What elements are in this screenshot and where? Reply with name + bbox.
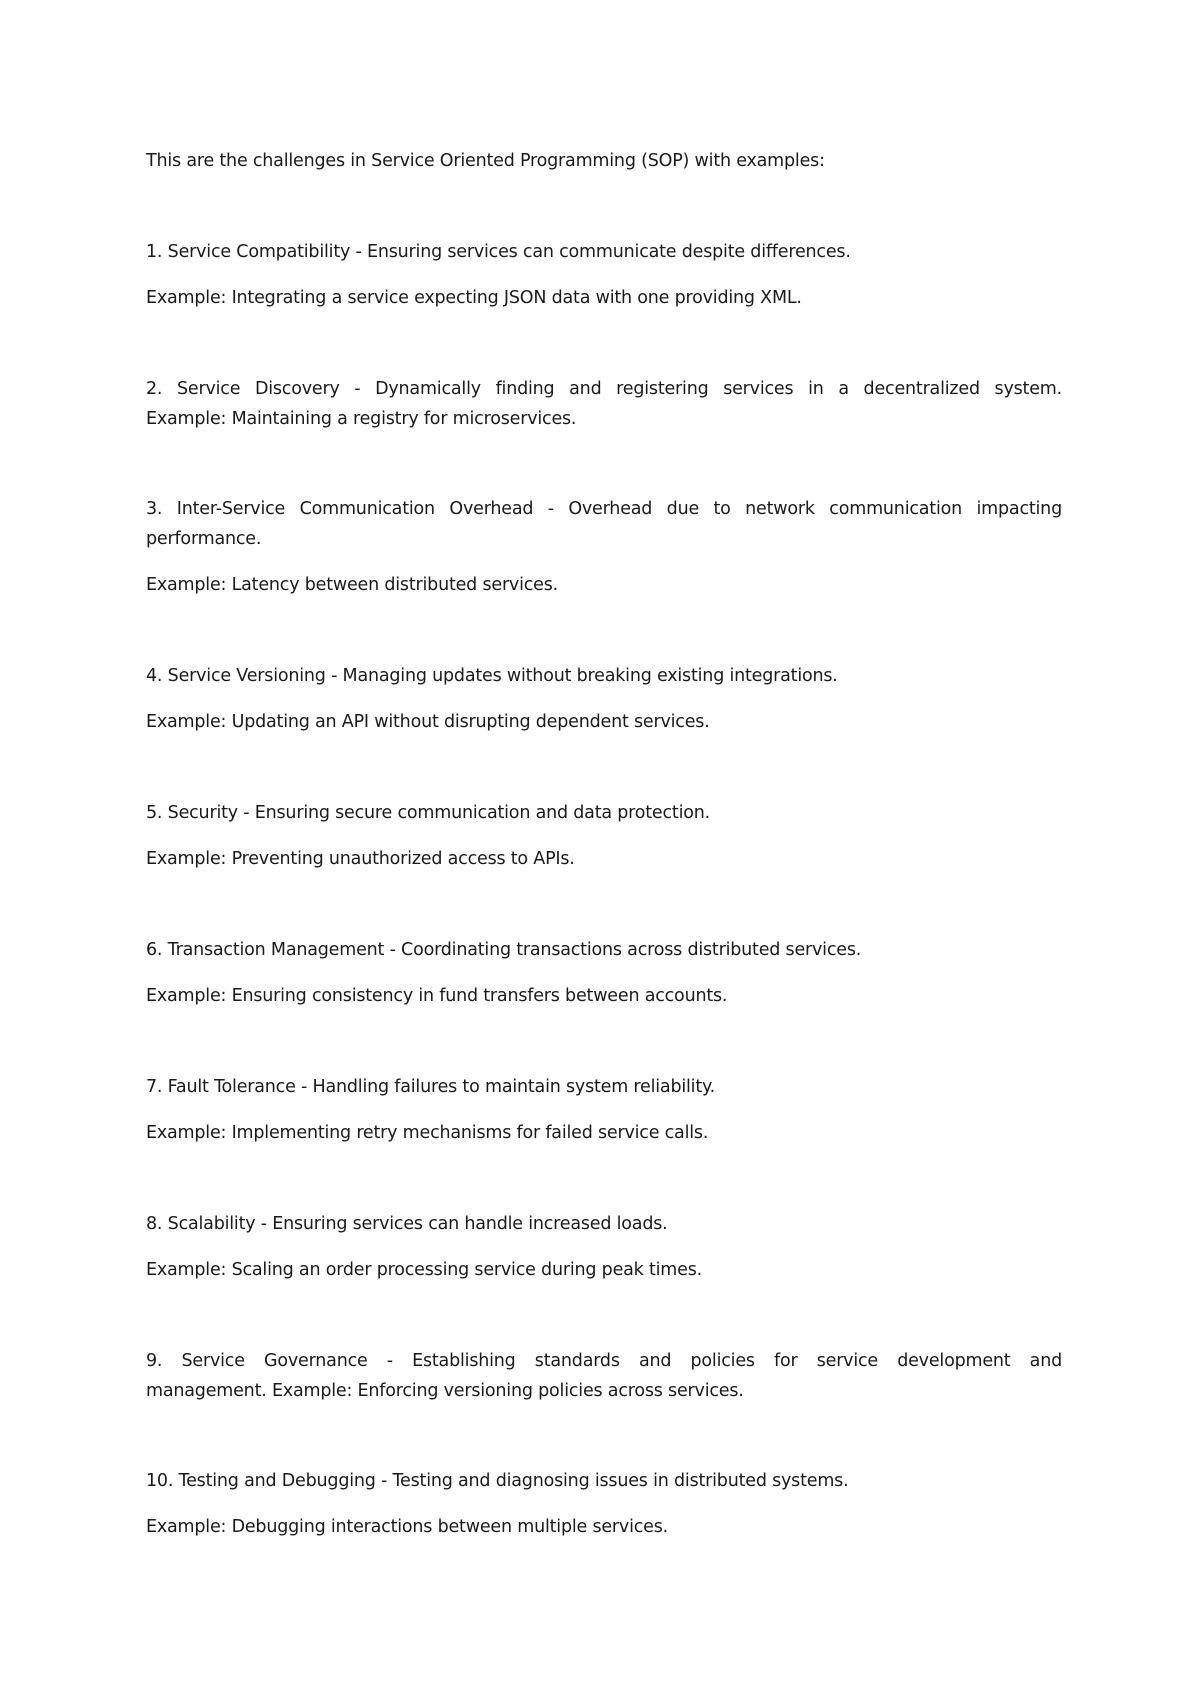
challenge-item-7 — [146, 1072, 1062, 1102]
challenge-item-6 — [146, 935, 1062, 965]
challenge-item-2 — [146, 374, 1062, 434]
challenge-example: Example: Maintaining a registry for microservices. — [146, 409, 577, 429]
challenge-heading: 3. Inter-Service Communication Overhead - Overhead due to network communication impacting — [146, 499, 1062, 519]
challenge-example: Example: Scaling an order processing service during peak times. — [146, 1260, 702, 1280]
challenge-example-3 — [146, 570, 1062, 600]
challenge-heading-continued: management. Example: Enforcing versioning policies across services. — [146, 1381, 744, 1401]
challenge-example-10 — [146, 1512, 1062, 1542]
challenge-heading: 6. Transaction Management - Coordinating transactions across distributed services. — [146, 940, 862, 960]
challenge-example: Example: Latency between distributed services. — [146, 575, 559, 595]
challenge-example-5 — [146, 844, 1062, 874]
challenge-example: Example: Integrating a service expecting JSON data with one providing XML. — [146, 288, 802, 308]
challenge-example-6 — [146, 981, 1062, 1011]
intro-text: This are the challenges in Service Oriented Programming (SOP) with examples: — [146, 151, 825, 171]
intro-paragraph — [146, 146, 1062, 176]
challenge-item-4 — [146, 661, 1062, 691]
challenge-example-7 — [146, 1118, 1062, 1148]
challenge-example: Example: Updating an API without disrupting dependent services. — [146, 712, 710, 732]
challenge-item-1 — [146, 237, 1062, 267]
challenge-heading: 9. Service Governance - Establishing standards and policies for service development and — [146, 1351, 1062, 1371]
challenge-example-4 — [146, 707, 1062, 737]
challenge-heading: 7. Fault Tolerance - Handling failures to maintain system reliability. — [146, 1077, 716, 1097]
challenge-item-9 — [146, 1346, 1062, 1406]
challenge-heading: 8. Scalability - Ensuring services can handle increased loads. — [146, 1214, 668, 1234]
challenge-item-8 — [146, 1209, 1062, 1239]
challenge-example: Example: Ensuring consistency in fund transfers between accounts. — [146, 986, 728, 1006]
challenge-item-5 — [146, 798, 1062, 828]
challenge-heading: 2. Service Discovery - Dynamically finding and registering services in a decentralized system. — [146, 379, 1062, 399]
challenge-heading: 4. Service Versioning - Managing updates without breaking existing integrations. — [146, 666, 838, 686]
challenge-example: Example: Implementing retry mechanisms for failed service calls. — [146, 1123, 709, 1143]
challenge-example-8 — [146, 1255, 1062, 1285]
challenge-heading: 10. Testing and Debugging - Testing and diagnosing issues in distributed systems. — [146, 1471, 849, 1491]
challenge-example: Example: Preventing unauthorized access to APIs. — [146, 849, 575, 869]
challenge-heading: 5. Security - Ensuring secure communication and data protection. — [146, 803, 710, 823]
challenge-heading: 1. Service Compatibility - Ensuring services can communicate despite differences. — [146, 242, 851, 262]
challenge-example-1 — [146, 283, 1062, 313]
challenge-heading-continued: performance. — [146, 529, 262, 549]
challenge-item-3 — [146, 494, 1062, 554]
challenge-example: Example: Debugging interactions between multiple services. — [146, 1517, 669, 1537]
challenge-item-10 — [146, 1466, 1062, 1496]
